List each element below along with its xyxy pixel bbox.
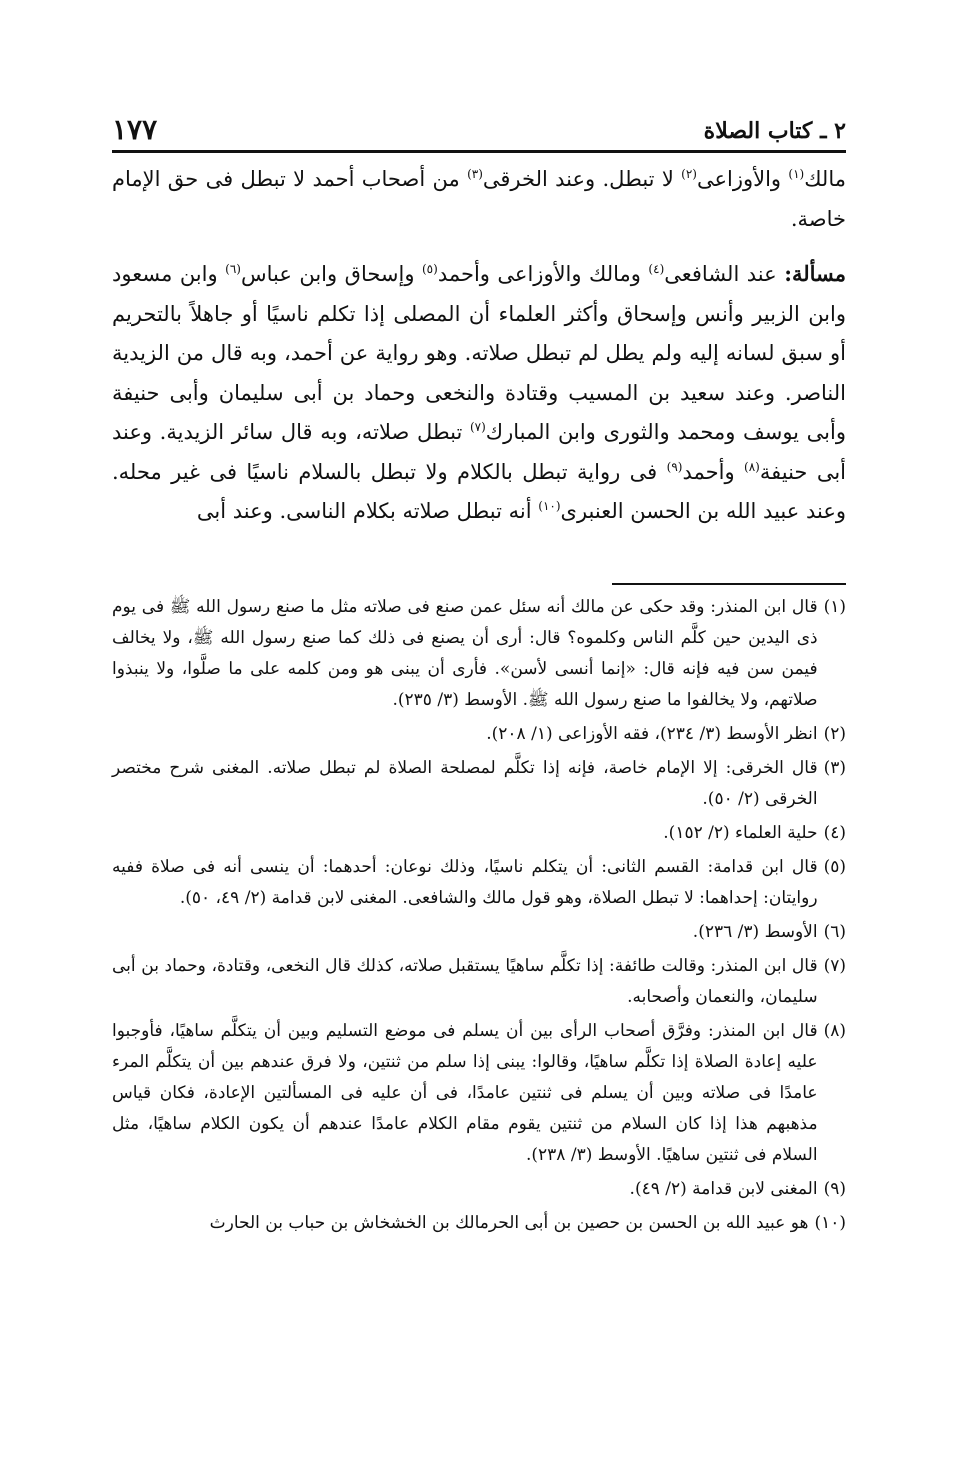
- text-span: ومالك والأوزاعى وأحمد: [437, 262, 649, 286]
- footnote-3: [112, 753, 846, 815]
- footnote-8: [112, 1016, 846, 1171]
- footnote-ref-4: (٤): [648, 262, 665, 276]
- footnote-text: الأوسط (٣/ ٢٣٦).: [692, 922, 818, 942]
- paragraph-1: [112, 160, 846, 239]
- footnote-number: (٢): [823, 724, 846, 744]
- footnote-text: قال الخرقى: إلا الإمام خاصة، فإنه إذا تكلَّم لمصلحة الصلاة لم تبطل صلاته. المغنى شرح مختصر الخرقى (٢/ ٥٠).: [112, 758, 818, 809]
- footnote-5: [112, 852, 846, 914]
- text-span: مالك: [804, 167, 846, 191]
- text-span: وابن مسعود وابن الزبير وأنس وإسحاق وأكثر العلماء أن المصلى إذا تكلم ناسيًا أو جاهلاً بالتحريم أو سبق لسانه إليه ولم يطل لم تبطل صلاته. وهو رواية عن أحمد، وبه قال من الزيدية الناصر. وعند سعيد بن المسيب وقتادة والنخعى وحماد بن أبى سليمان وأبى حنيفة وأبى يوسف ومحمد والثورى وابن المبارك: [112, 262, 846, 444]
- footnote-4: [112, 818, 846, 849]
- footnote-number: (٧): [823, 956, 846, 976]
- footnote-7: [112, 951, 846, 1013]
- footnote-number: (٨): [823, 1021, 846, 1041]
- footnote-ref-1: (١): [788, 167, 805, 181]
- footnote-separator: [612, 583, 846, 585]
- text-span: من أصحاب أحمد لا تبطل فى حق الإمام خاصة.: [112, 167, 846, 231]
- text-span: وأحمد: [682, 459, 745, 484]
- footnote-number: (٣): [823, 758, 846, 778]
- paragraph-2: [112, 254, 846, 532]
- masala-label: مسألة:: [784, 261, 846, 286]
- section-title: ٢ ـ كتاب الصلاة: [703, 118, 846, 144]
- footnote-text: هو عبيد الله بن الحسن بن حصين بن أبى الحرمالك بن الخشخاش بن حباب بن الحارث: [209, 1213, 809, 1233]
- footnote-1: [112, 592, 846, 716]
- text-span: والأوزاعى: [696, 167, 789, 191]
- footnote-number: (٥): [823, 857, 846, 877]
- footnote-number: (١): [823, 597, 846, 617]
- footnote-ref-5: (٥): [421, 262, 438, 276]
- text-span: فى رواية تبطل بالكلام ولا تبطل بالسلام ناسيًا فى غير محله. وعند عبيد الله بن الحسن العنبرى: [112, 459, 846, 523]
- page-number: ١٧٧: [112, 113, 158, 146]
- footnote-number: (٩): [823, 1179, 846, 1199]
- footnote-ref-3: (٣): [467, 167, 483, 181]
- footnote-text: حلية العلماء (٢/ ١٥٢).: [663, 823, 818, 843]
- footnote-number: (٤): [823, 823, 846, 843]
- footnote-number: (٦): [823, 922, 846, 942]
- text-span: عند الشافعى: [664, 262, 785, 286]
- footnote-ref-7: (٧): [469, 420, 486, 434]
- text-span: وإسحاق وابن عباس: [240, 262, 422, 286]
- footnote-ref-9: (٩): [666, 459, 683, 474]
- footnote-ref-8: (٨): [744, 459, 760, 474]
- footnote-text: قال ابن المنذر: وقالت طائفة: إذا تكلَّم ساهيًا يستقبل صلاته، كذلك قال النخعى، وقتادة، وحماد بن أبى سليمان، والنعمان وأصحابه.: [112, 956, 818, 1007]
- footnote-ref-6: (٦): [225, 262, 241, 276]
- page-header: [112, 102, 846, 153]
- footnote-10: [112, 1208, 846, 1239]
- footnote-text: انظر الأوسط (٣/ ٢٣٤)، فقه الأوزاعى (١/ ٢٠٨).: [486, 724, 818, 744]
- footnote-ref-10: (١٠): [538, 499, 561, 513]
- footnote-text: قال ابن المنذر: وفرَّق أصحاب الرأى بين أن يسلم فى موضع التسليم وبين أن يتكلَّم ساهيًا، فأوجبوا عليه إعادة الصلاة إذا تكلَّم ساهيًا، وقالوا: يبنى إذا سلم من ثنتين، ولا فرق عندهم بين أن يتكلَّم المرء عامدًا فى صلاته وبين أن يسلم فى ثنتين عامدًا، فى أن عليه فى المسألتين الإعادة، فكان قياس مذهبهم هذا إذا كان السلام من ثنتين يقوم مقام الكلام عامدًا عندهم أن يكون الكلام ساهيًا، مثل السلام فى ثنتين ساهيًا. الأوسط (٣/ ٢٣٨).: [112, 1021, 818, 1165]
- footnote-number: (١٠): [814, 1213, 846, 1233]
- text-span: أنه تبطل صلاته بكلام الناسى. وعند أبى: [196, 499, 539, 523]
- text-span: تبطل صلاته، وبه قال سائر الزيدية. وعند أبى حنيفة: [112, 420, 847, 484]
- footnote-ref-2: (٢): [681, 167, 697, 181]
- footnote-6: [112, 917, 846, 948]
- main-text: [112, 160, 846, 532]
- footnote-9: [112, 1174, 846, 1205]
- footnote-text: قال ابن قدامة: القسم الثانى: أن يتكلم ناسيًا، وذلك نوعان: أحدهما: أن ينسى أنه فى صلاة ففيه روايتان: إحداهما: لا تبطل الصلاة، وهو قول مالك والشافعى. المغنى لابن قدامة (٢/ ٤٩، ٥٠).: [112, 857, 818, 908]
- footnote-text: المغنى لابن قدامة (٢/ ٤٩).: [629, 1179, 818, 1199]
- footnote-2: [112, 719, 846, 750]
- text-span: لا تبطل. وعند الخرقى: [482, 167, 682, 191]
- footnote-text: قال ابن المنذر: وقد حكى عن مالك أنه سئل عمن صنع فى صلاته مثل ما صنع رسول الله ﷺ فى يوم ذى اليدين حين كلَّم الناس وكلموه؟ قال: أرى أن يصنع فى ذلك كما صنع رسول الله ﷺ، ولا يخالف فيمن سن فيه فإنه قال: «إنما أنسى لأسن». فأرى أن يبنى هو ومن كلمه على ما صلَّوا، ولا ينبذوا صلاتهم، ولا يخالفوا ما صنع رسول الله ﷺ. الأوسط (٣/ ٢٣٥).: [112, 597, 818, 710]
- footnotes: [112, 592, 846, 1239]
